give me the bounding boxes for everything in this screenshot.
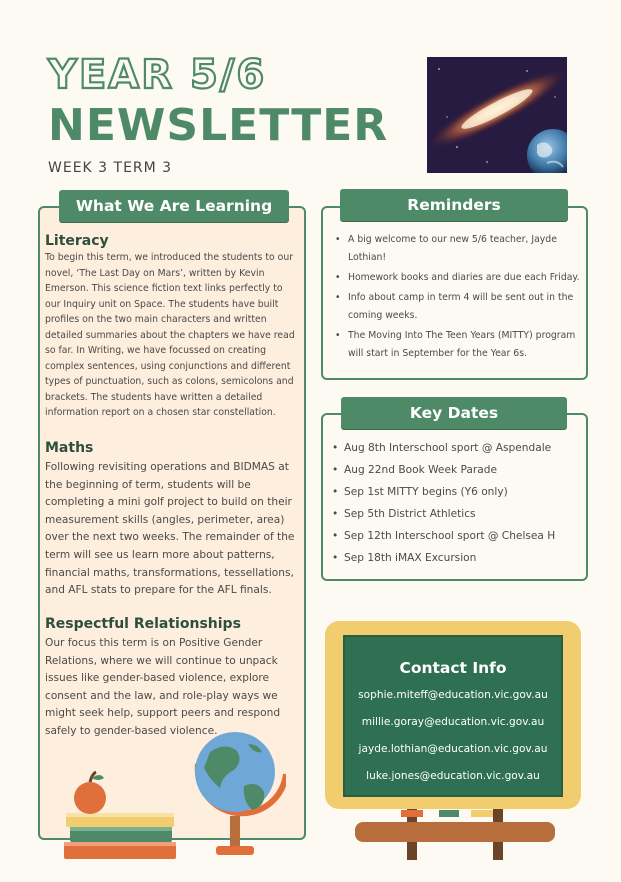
easel-stand (355, 800, 555, 864)
contact-board (325, 621, 581, 809)
literacy-text: To begin this term, we introduced the students to our novel, ‘The Last Day on Mars’, written by Kevin Emerson. This science fiction text links perfectly to our Inquiry unit on Space. The students have built profiles on the two main characters and written detailed summaries about the chapters we have read so far. In Writing, we have focussed on creating complex sentences, using conjunctions and different types of punctuation, such as colons, semicolons and brackets. The students have written a detailed information report on a chosen star constellation. (45, 252, 295, 418)
key-date-item: • Sep 5th District Athletics (330, 503, 585, 525)
newsletter-title-line1: YEAR 5/6 (48, 52, 267, 98)
galaxy-image (427, 57, 567, 173)
key-date-item: • Sep 18th iMAX Excursion (330, 547, 585, 569)
books-apple-illustration (56, 766, 186, 862)
contact-email-sophie[interactable]: sophie.miteff@education.vic.gov.au (358, 689, 548, 701)
learning-heading: What We Are Learning (59, 190, 289, 222)
contact-chalkboard (343, 635, 563, 797)
contact-email-jayde[interactable]: jayde.lothian@education.vic.gov.au (358, 743, 548, 755)
newsletter-title-line2: NEWSLETTER (48, 100, 389, 151)
contact-heading: Contact Info (399, 659, 507, 677)
key-date-item: • Aug 22nd Book Week Parade (330, 459, 585, 481)
reminder-item: • Info about camp in term 4 will be sent out in the coming weeks. (332, 289, 582, 325)
reminders-list (332, 231, 582, 365)
newsletter-subtitle: WEEK 3 TERM 3 (48, 160, 173, 176)
reminder-item: • The Moving Into The Teen Years (MITTY) program will start in September for the Year 6s. (332, 327, 582, 363)
key-dates-heading: Key Dates (341, 397, 567, 429)
reminder-item: • Homework books and diaries are due each Friday. (332, 269, 582, 287)
reminders-heading: Reminders (340, 189, 568, 221)
relationships-heading: Respectful Relationships (45, 616, 241, 632)
maths-heading: Maths (45, 440, 94, 456)
reminder-item: • A big welcome to our new 5/6 teacher, Jayde Lothian! (332, 231, 582, 267)
key-dates-list (330, 437, 585, 569)
key-date-item: • Sep 1st MITTY begins (Y6 only) (330, 481, 585, 503)
literacy-heading: Literacy (45, 233, 109, 249)
contact-email-millie[interactable]: millie.goray@education.vic.gov.au (361, 716, 545, 728)
contact-email-luke[interactable]: luke.jones@education.vic.gov.au (366, 770, 540, 782)
globe-illustration (190, 724, 286, 864)
relationships-text: Our focus this term is on Positive Gender Relations, where we will continue to unpack issues like gender-based violence, explore consent and the law, and role-play ways we might seek help, support peers and respond safely to gender-based violence. (45, 637, 281, 737)
key-date-item: • Sep 12th Interschool sport @ Chelsea H (330, 525, 585, 547)
key-date-item: • Aug 8th Interschool sport @ Aspendale (330, 437, 585, 459)
maths-text: Following revisiting operations and BIDMAS at the beginning of term, students will be completing a mini golf project to build on their measurement skills (angles, perimeter, area) over the next two weeks. The remainder of the term will see us learn more about patterns, financial maths, transformations, tessellations, and AFL stats to prepare for the AFL finals. (45, 461, 295, 597)
